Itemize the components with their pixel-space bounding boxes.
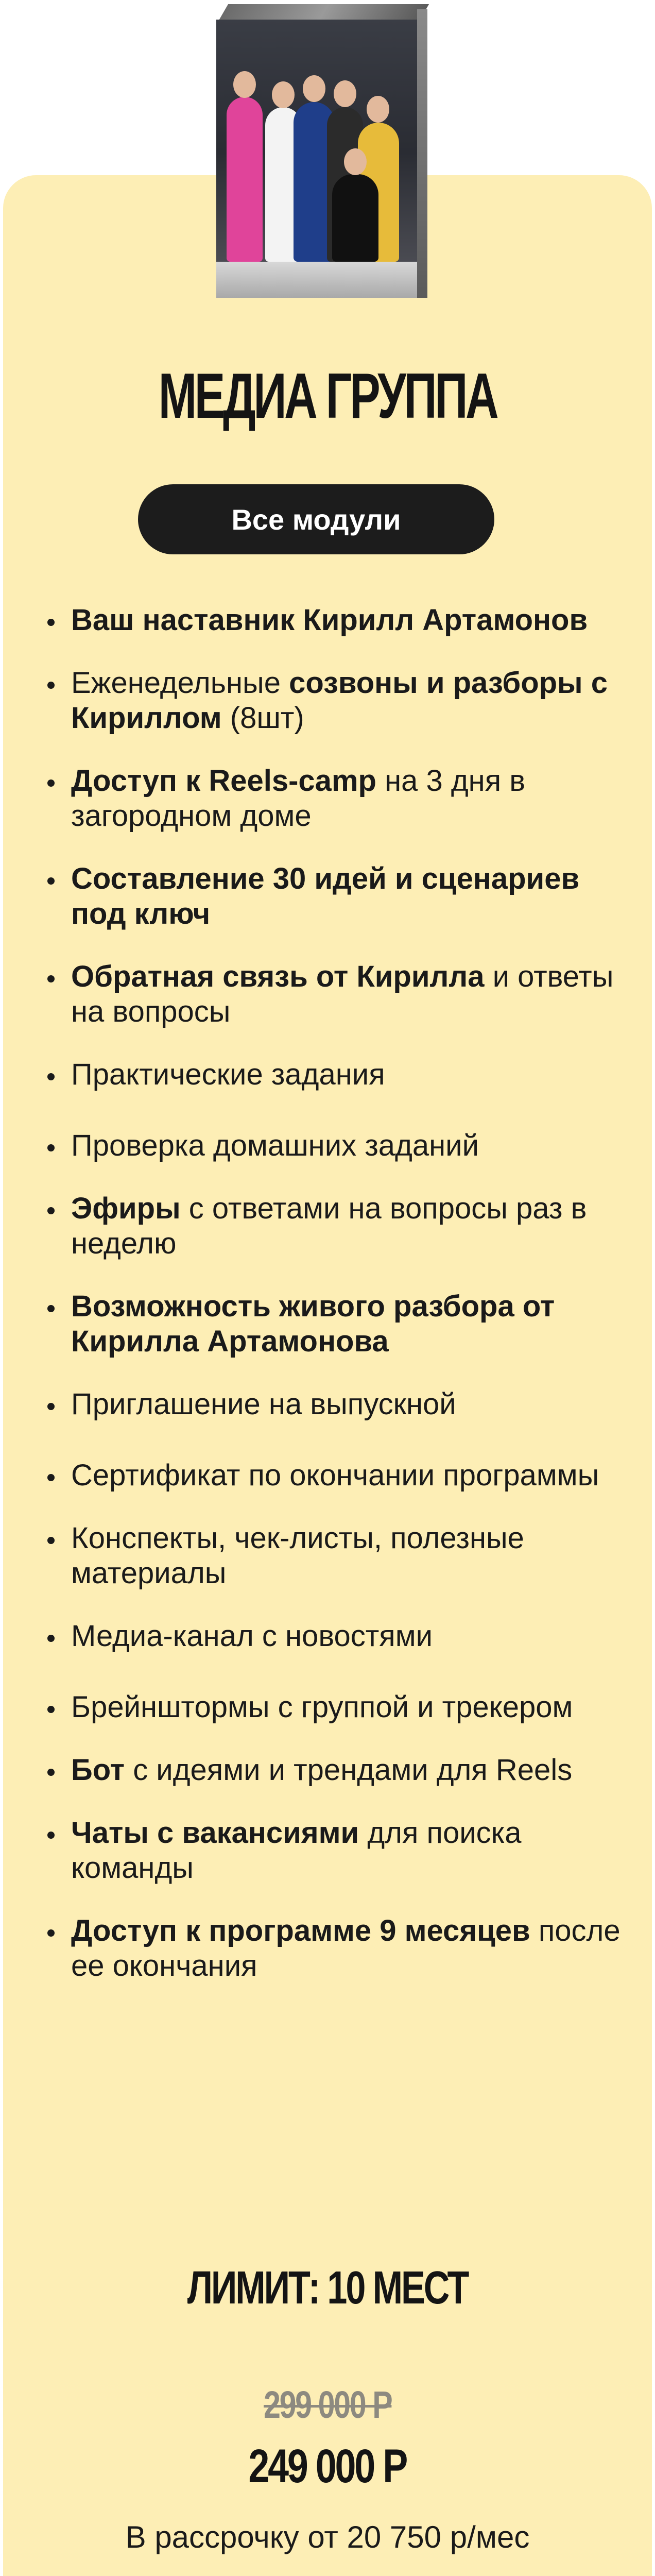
photo-frame-side xyxy=(417,9,427,298)
feature-text: Еженедельные созвоны и разборы с Кириллом (8шт) xyxy=(71,666,608,735)
list-item xyxy=(46,1387,633,1422)
group-photo-image xyxy=(216,20,417,262)
feature-text: Брейнштормы с группой и трекером xyxy=(71,1690,573,1724)
feature-text: Ваш наставник Кирилл Артамонов xyxy=(71,603,588,637)
list-item xyxy=(46,1289,633,1359)
features-list xyxy=(46,603,633,1984)
feature-text: Чаты с вакансиями для поиска команды xyxy=(71,1816,522,1885)
list-item xyxy=(46,1057,633,1092)
new-price: 249 000 Р xyxy=(248,2440,407,2493)
feature-text: Конспекты, чек-листы, полезные материалы xyxy=(71,1521,524,1590)
list-item xyxy=(46,1753,633,1788)
list-item xyxy=(46,666,633,736)
feature-text: Сертификат по окончании программы xyxy=(71,1459,599,1492)
photo-frame-bottom xyxy=(216,262,417,298)
list-item xyxy=(46,764,633,834)
feature-text: Возможность живого разбора от Кирилла Артамонова xyxy=(71,1290,555,1358)
list-item xyxy=(46,1619,633,1654)
feature-text: Составление 30 идей и сценариев под ключ xyxy=(71,862,580,930)
page-title: МЕДИА ГРУППА xyxy=(158,361,497,432)
feature-text: Обратная связь от Кирилла и ответы на вопросы xyxy=(71,960,614,1028)
feature-text: Приглашение на выпускной xyxy=(71,1387,456,1421)
feature-text: Практические задания xyxy=(71,1058,385,1091)
feature-text: Доступ к программе 9 месяцев после ее окончания xyxy=(71,1914,620,1982)
list-item xyxy=(46,861,633,931)
feature-text: Проверка домашних заданий xyxy=(71,1129,479,1162)
feature-text: Доступ к Reels-camp на 3 дня в загородном доме xyxy=(71,764,526,833)
list-item xyxy=(46,1521,633,1591)
list-item xyxy=(46,1191,633,1261)
list-item xyxy=(46,1458,633,1493)
feature-text: Медиа-канал с новостями xyxy=(71,1619,433,1653)
list-item xyxy=(46,1128,633,1163)
group-photo xyxy=(216,4,427,313)
old-price: 299 000 Р xyxy=(263,2383,392,2426)
list-item xyxy=(46,1913,633,1984)
installment-text: В рассрочку от 20 750 р/мес xyxy=(125,2520,530,2554)
list-item xyxy=(46,1816,633,1886)
list-item xyxy=(46,603,633,638)
limit-label: ЛИМИТ: 10 МЕСТ xyxy=(187,2262,468,2314)
all-modules-button[interactable]: Все модули xyxy=(138,484,494,554)
list-item xyxy=(46,959,633,1029)
feature-text: Эфиры с ответами на вопросы раз в неделю xyxy=(71,1192,587,1260)
list-item xyxy=(46,1690,633,1725)
feature-text: Бот с идеями и трендами для Reels xyxy=(71,1753,573,1787)
